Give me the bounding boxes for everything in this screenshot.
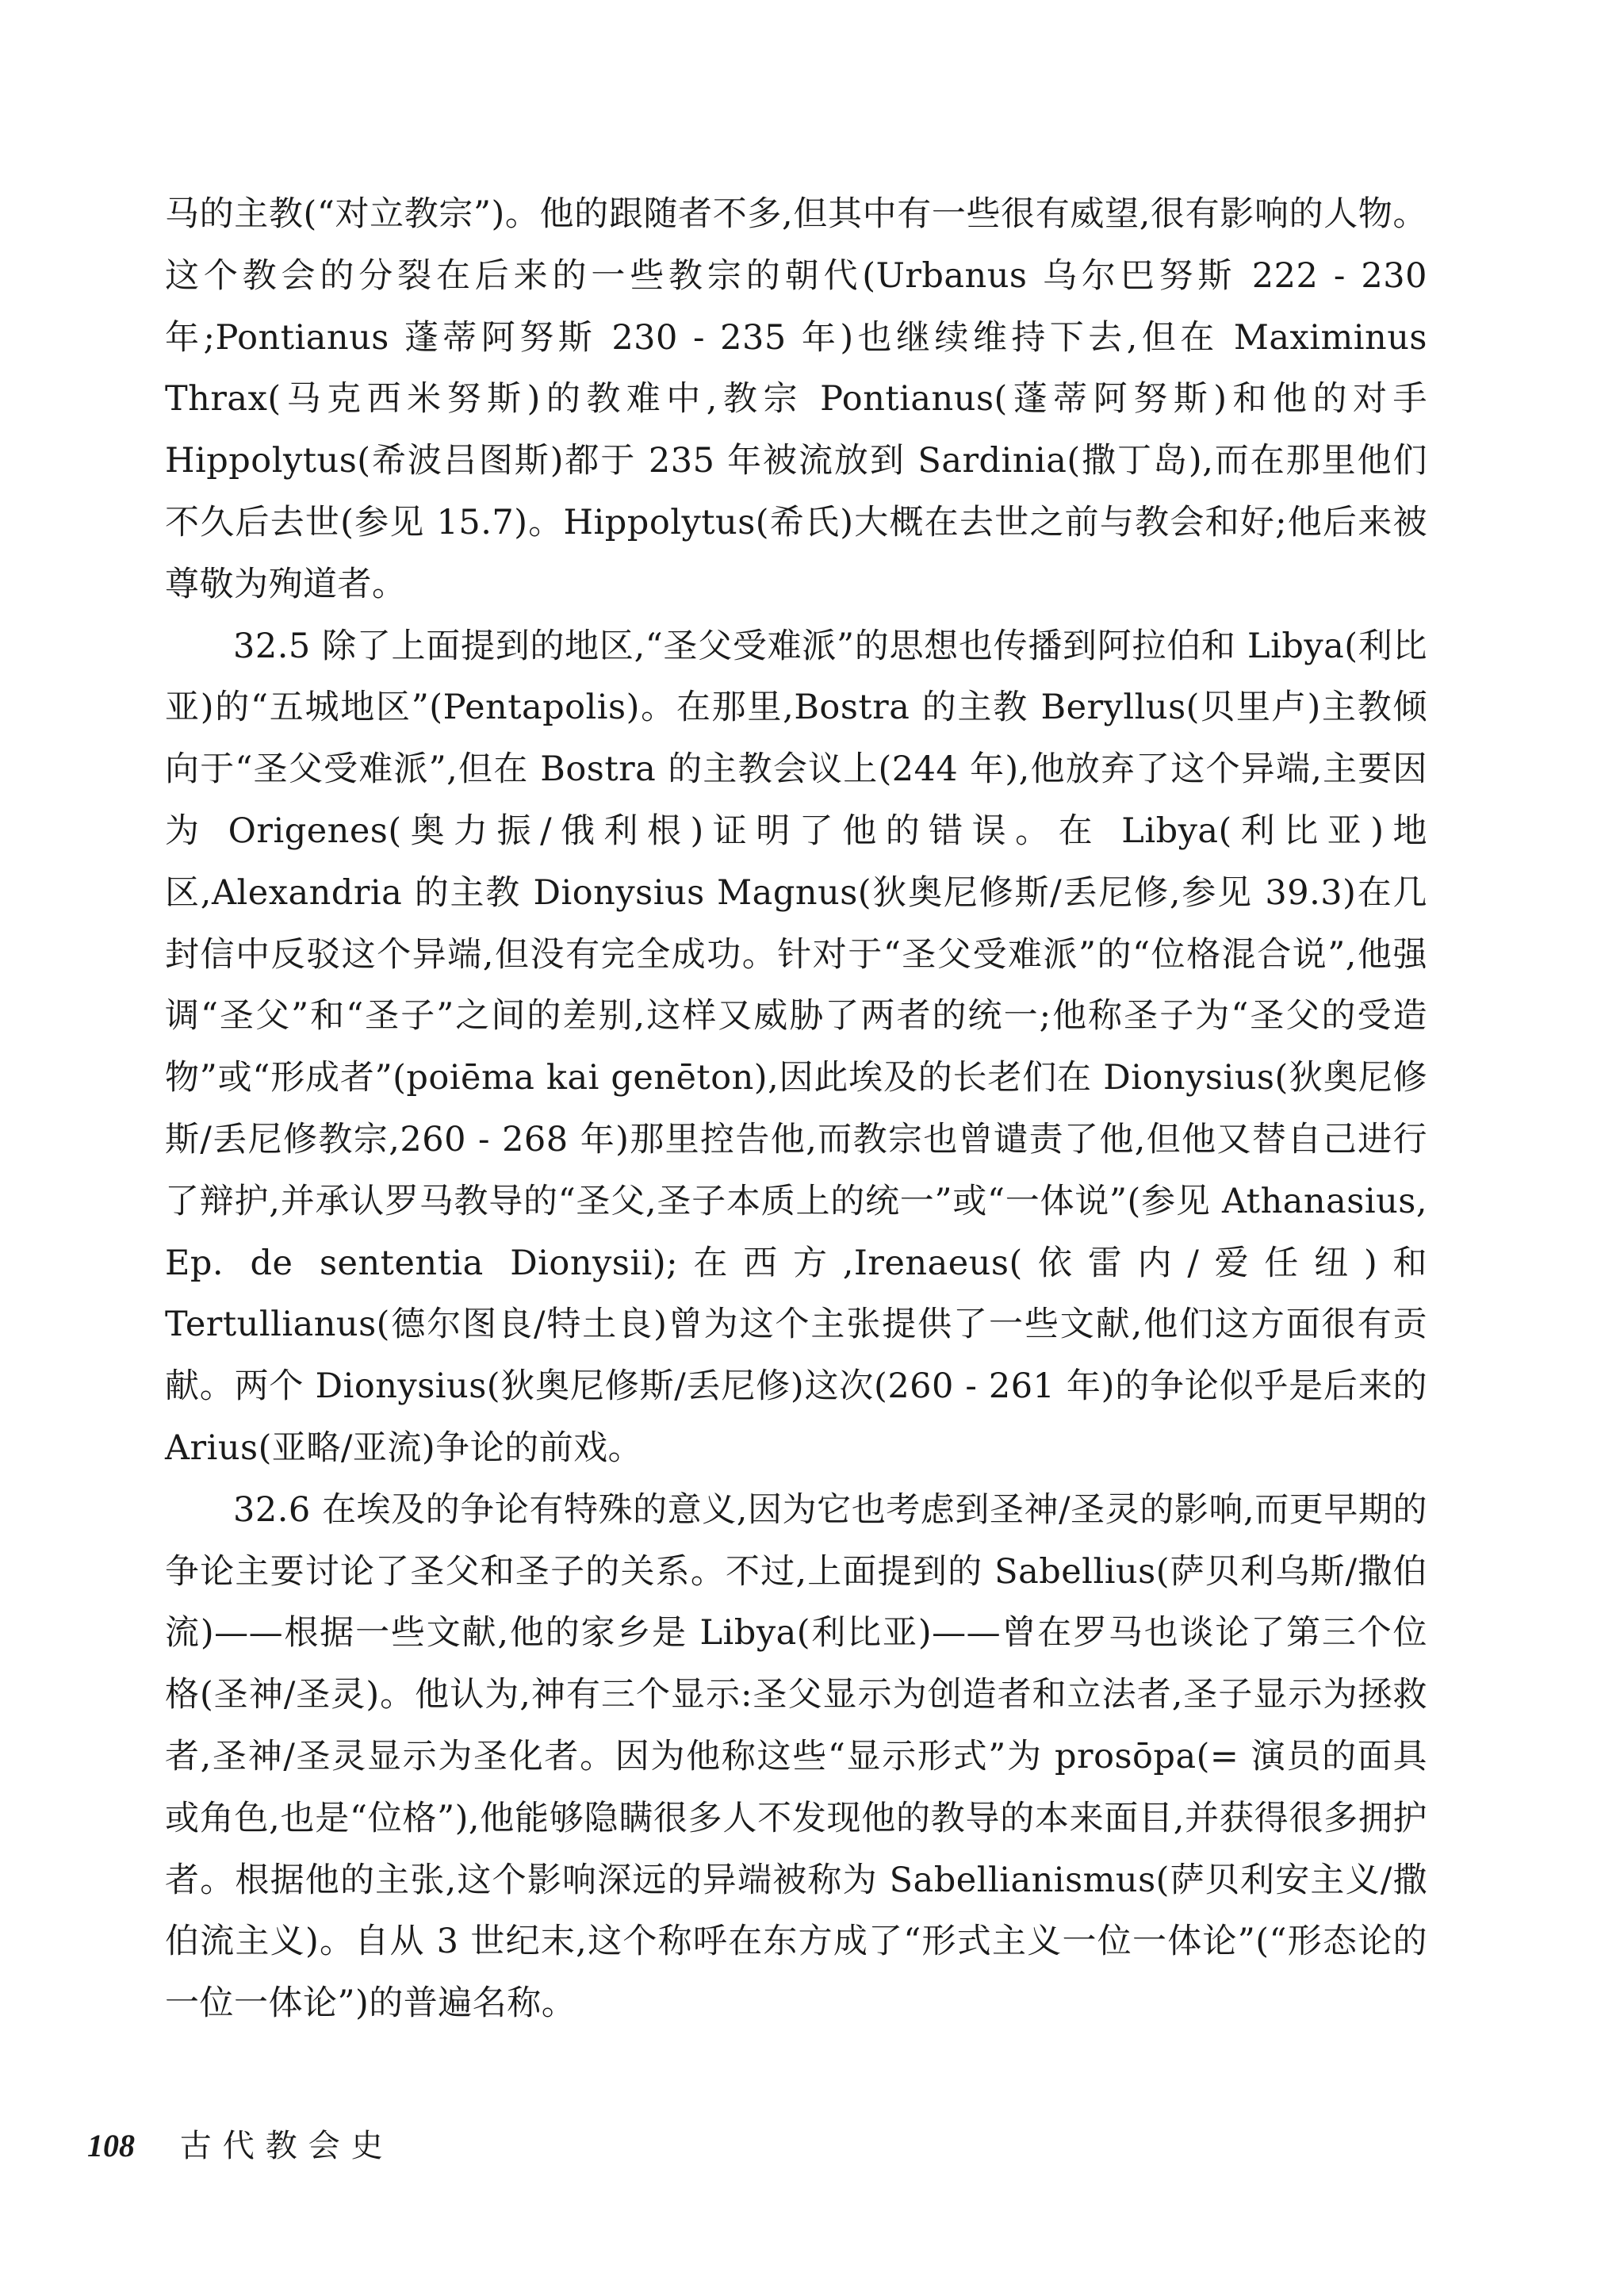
page-footer <box>87 2122 394 2170</box>
page-number: 108 <box>87 2128 135 2163</box>
book-title: 古代教会史 <box>179 2128 394 2164</box>
paragraph-continuation: 马的主教(“对立教宗”)。他的跟随者不多,但其中有一些很有威望,很有影响的人物。这个教会的分裂在后来的一些教宗的朝代(Urbanus 乌尔巴努斯 222 - 230 年;Pontianus 蓬蒂阿努斯 230 - 235 年)也继续维持下去,但在 Maximinus Thrax(马克西米努斯)的教难中,教宗 Pontianus(蓬蒂阿努斯)和他的对手 Hippolytus(希波吕图斯)都于 235 年被流放到 Sardinia(撒丁岛),而在那里他们不久后去世(参见 15.7)。Hippolytus(希氏)大概在去世之前与教会和好;他后来被尊敬为殉道者。 <box>165 194 1427 604</box>
paragraph-32-6: 32.6 在埃及的争论有特殊的意义,因为它也考虑到圣神/圣灵的影响,而更早期的争论主要讨论了圣父和圣子的关系。不过,上面提到的 Sabellius(萨贝利乌斯/撒伯流)——根据一些文献,他的家乡是 Libya(利比亚)——曾在罗马也谈论了第三个位格(圣神/圣灵)。他认为,神有三个显示:圣父显示为创造者和立法者,圣子显示为拯救者,圣神/圣灵显示为圣化者。因为他称这些“显示形式”为 prosōpa(= 演员的面具或角色,也是“位格”),他能够隐瞒很多人不发现他的教导的本来面目,并获得很多拥护者。根据他的主张,这个影响深远的异端被称为 Sabellianismus(萨贝利安主义/撒伯流主义)。自从 3 世纪末,这个称呼在东方成了“形式主义一位一体论”(“形态论的一位一体论”)的普遍名称。 <box>165 1489 1427 2024</box>
paragraph-32-5: 32.5 除了上面提到的地区,“圣父受难派”的思想也传播到阿拉伯和 Libya(利比亚)的“五城地区”(Pentapolis)。在那里,Bostra 的主教 Beryllus(贝里卢)主教倾向于“圣父受难派”,但在 Bostra 的主教会议上(244 年),他放弃了这个异端,主要因为 Origenes(奥力振/俄利根)证明了他的错误。在 Libya(利比亚)地区,Alexandria 的主教 Dionysius Magnus(狄奥尼修斯/丢尼修,参见 39.3)在几封信中反驳这个异端,但没有完全成功。针对于“圣父受难派”的“位格混合说”,他强调“圣父”和“圣子”之间的差别,这样又威胁了两者的统一;他称圣子为“圣父的受造物”或“形成者”(poiēma kai genēton),因此埃及的长老们在 Dionysius(狄奥尼修斯/丢尼修教宗,260 - 268 年)那里控告他,而教宗也曾谴责了他,但他又替自己进行了辩护,并承认罗马教导的“圣父,圣子本质上的统一”或“一体说”(参见 Athanasius, Ep. de sententia Dionysii);在西方,Irenaeus(依雷内/爱任纽)和 Tertullianus(德尔图良/特土良)曾为这个主张提供了一些文献,他们这方面很有贡献。两个 Dionysius(狄奥尼修斯/丢尼修)这次(260 - 261 年)的争论似乎是后来的 Arius(亚略/亚流)争论的前戏。 <box>165 626 1427 1468</box>
body-text <box>165 184 1427 2035</box>
